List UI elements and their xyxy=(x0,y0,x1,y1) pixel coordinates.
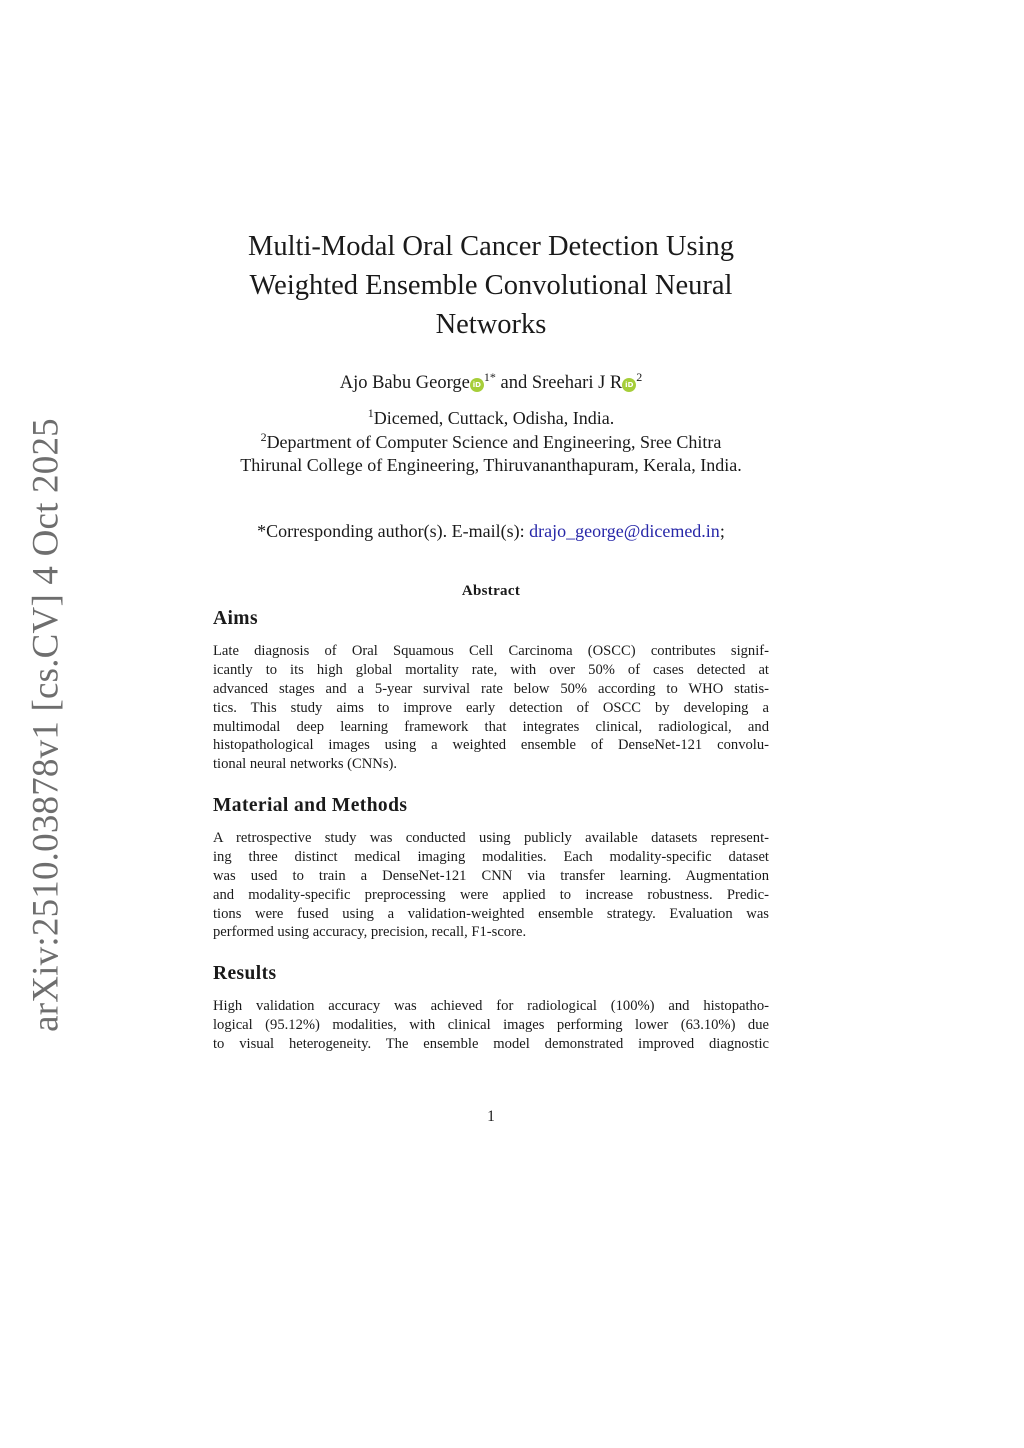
author-name: Sreehari J R xyxy=(531,373,623,393)
author-affiliation-marker: 2 xyxy=(636,370,643,384)
title-line: Multi-Modal Oral Cancer Detection Using xyxy=(248,231,734,262)
title-line: Weighted Ensemble Convolutional Neural xyxy=(249,270,733,301)
text-line: was used to train a DenseNet-121 CNN via transfer learning. Augmentation xyxy=(213,867,769,884)
affiliations xyxy=(190,407,792,478)
corresponding-prefix: *Corresponding author(s). E-mail(s): xyxy=(257,521,530,541)
title-line: Networks xyxy=(435,309,547,340)
affiliation-2 xyxy=(190,431,792,455)
text-line: to visual heterogeneity. The ensemble model demonstrated improved diagnostic xyxy=(213,1035,769,1052)
section-heading-results: Results xyxy=(213,963,277,984)
text-line: ing three distinct medical imaging modalities. Each modality-specific dataset xyxy=(213,848,769,865)
corresponding-suffix: ; xyxy=(719,521,725,541)
text-line: icantly to its high global mortality rate, with over 50% of cases detected at xyxy=(213,661,769,678)
arxiv-side-label: arXiv:2510.03878v1 [cs.CV] 4 Oct 2025 xyxy=(25,418,67,1032)
affiliation-2-continued: Thirunal College of Engineering, Thiruvananthapuram, Kerala, India. xyxy=(240,455,742,475)
aims-paragraph xyxy=(213,642,769,774)
text-line: Late diagnosis of Oral Squamous Cell Carcinoma (OSCC) contributes signif- xyxy=(213,643,769,659)
affiliation-text: Department of Computer Science and Engineering, Sree Chitra xyxy=(266,431,722,452)
affiliation-1 xyxy=(190,407,792,431)
text-line: and modality-specific preprocessing were applied to increase robustness. Predic- xyxy=(213,886,769,903)
affiliation-text: Dicemed, Cuttack, Odisha, India. xyxy=(373,408,615,428)
orcid-icon[interactable]: iD xyxy=(470,378,484,392)
affiliation-number: 1 xyxy=(367,406,374,420)
text-line: A retrospective study was conducted using publicly available datasets represent- xyxy=(213,830,769,846)
author-list xyxy=(200,371,782,395)
text-line: tional neural networks (CNNs). xyxy=(213,756,398,773)
text-line: histopathological images using a weighted ensemble of DenseNet-121 convolu- xyxy=(213,737,769,754)
affiliation-number: 2 xyxy=(260,429,267,444)
text-line: multimodal deep learning framework that integrates clinical, radiological, and xyxy=(213,718,769,735)
section-heading-methods: Material and Methods xyxy=(213,795,408,816)
author-affiliation-marker: 1* xyxy=(483,370,496,384)
results-paragraph xyxy=(213,997,769,1054)
orcid-icon[interactable]: iD xyxy=(622,378,636,392)
text-line: performed using accuracy, precision, recall, F1-score. xyxy=(213,924,527,941)
page-number: 1 xyxy=(487,1108,495,1125)
author-name: Ajo Babu George xyxy=(339,373,470,393)
section-heading-aims: Aims xyxy=(213,608,258,629)
abstract-heading: Abstract xyxy=(461,583,521,599)
email-link[interactable]: drajo_george@dicemed.in xyxy=(529,521,720,541)
text-line: High validation accuracy was achieved for radiological (100%) and histopatho- xyxy=(213,998,769,1014)
text-line: tics. This study aims to improve early detection of OSCC by developing a xyxy=(213,699,769,716)
methods-paragraph xyxy=(213,829,769,942)
corresponding-author xyxy=(190,519,792,543)
text-line: advanced stages and a 5-year survival rate below 50% according to WHO statis- xyxy=(213,680,769,697)
author-conjunction: and xyxy=(500,373,528,393)
paper-title xyxy=(200,227,782,344)
text-line: logical (95.12%) modalities, with clinical images performing lower (63.10%) due xyxy=(213,1016,769,1033)
text-line: tions were fused using a validation-weighted ensemble strategy. Evaluation was xyxy=(213,905,769,922)
